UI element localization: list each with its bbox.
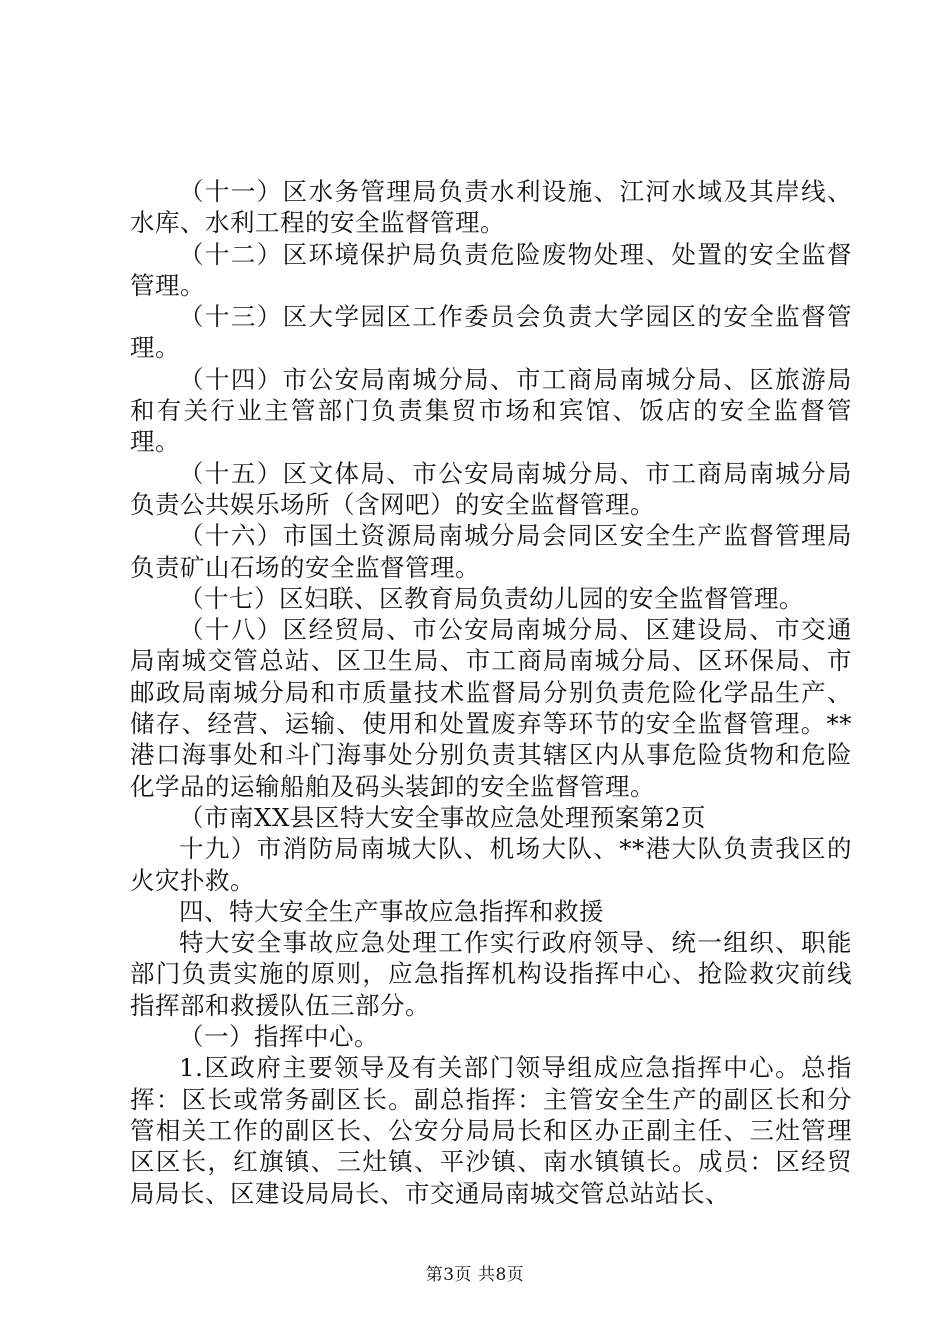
paragraph-18: （十八）区经贸局、市公安局南城分局、区建设局、市交通局南城交管总站、区卫生局、市工商局南城分局、区环保局、市邮政局南城分局和市质量技术监督局分别负责危险化学品生产、储存、经营、运输、使用和处置废弃等环节的安全监督管理。**港口海事处和斗门海事处分别负责其辖区内从事危险货物和危险化学品的运输船舶及码头装卸的安全监督管理。: [130, 615, 852, 801]
paragraph-14: （十四）市公安局南城分局、市工商局南城分局、区旅游局和有关行业主管部门负责集贸市场和宾馆、饭店的安全监督管理。: [130, 364, 852, 457]
paragraph-page-note: （市南XX县区特大安全事故应急处理预案第2页: [179, 802, 706, 832]
paragraph-11: （十一）区水务管理局负责水利设施、江河水域及其岸线、水库、水利工程的安全监督管理。: [130, 177, 852, 238]
paragraph-12: （十二）区环境保护局负责危险废物处理、处置的安全监督管理。: [130, 239, 852, 300]
paragraph-principle: 特大安全事故应急处理工作实行政府领导、统一组织、职能部门负责实施的原则，应急指挥机构设指挥中心、抢险救灾前线指挥部和救援队伍三部分。: [130, 928, 852, 1020]
paragraph-15: （十五）区文体局、市公安局南城分局、市工商局南城分局负责公共娱乐场所（含网吧）的安全监督管理。: [130, 458, 852, 519]
document-body: [130, 176, 852, 1209]
subheading-command-center: （一）指挥中心。: [179, 1022, 379, 1052]
page-footer: 第3页 共8页: [425, 1265, 525, 1285]
paragraph-17: （十七）区妇联、区教育局负责幼儿园的安全监督管理。: [179, 583, 804, 613]
paragraph-command-center-1: 1.区政府主要领导及有关部门领导组成应急指挥中心。总指挥：区长或常务副区长。副总指挥：主管安全生产的副区长和分管相关工作的副区长、公安分局局长和区办正副主任、三灶管理区区长，红旗镇、三灶镇、平沙镇、南水镇镇长。成员：区经贸局局长、区建设局局长、市交通局南城交管总站站长、: [130, 1053, 852, 1208]
paragraph-16: （十六）市国土资源局南城分局会同区安全生产监督管理局负责矿山石场的安全监督管理。: [130, 521, 852, 582]
section-heading-four: 四、特大安全生产事故应急指挥和救援: [179, 896, 604, 926]
paragraph-13: （十三）区大学园区工作委员会负责大学园区的安全监督管理。: [130, 302, 852, 363]
paragraph-19: 十九）市消防局南城大队、机场大队、**港大队负责我区的火灾扑救。: [130, 834, 852, 895]
